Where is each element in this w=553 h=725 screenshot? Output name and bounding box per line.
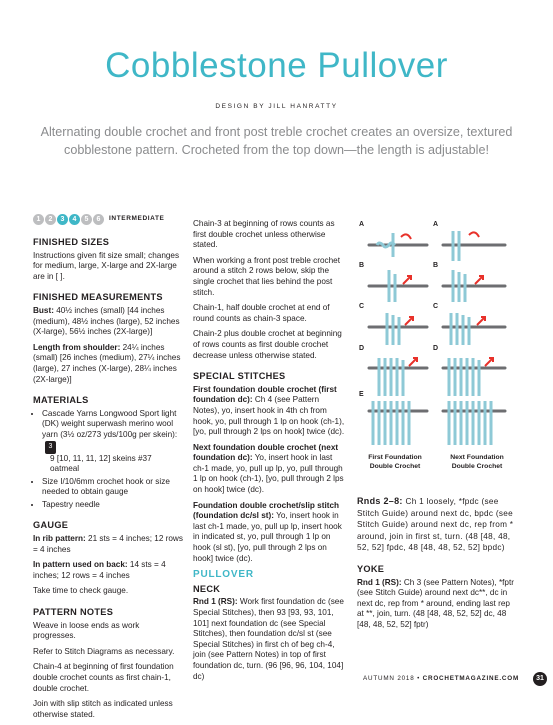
gauge-heading: GAUGE <box>33 520 69 531</box>
diagram-letter-c-left: C <box>359 303 365 310</box>
pattern-notes-heading: PATTERN NOTES <box>33 607 114 618</box>
neck-heading: NECK <box>193 583 221 594</box>
diagram-letter-b-left: B <box>359 262 365 269</box>
special-stitch-2: Next foundation double crochet (next foundation dc): Yo, insert hook in last ch-1 made, yo, pull up lp, yo, pull through 1 lp on hook (ch-1), [yo, pull through 2 lps on hook] twice (dc). <box>193 442 344 495</box>
pattern-note: Refer to Stitch Diagrams as necessary. <box>33 646 175 656</box>
rnds-2-8-block: Rnds 2–8: Ch 1 loosely, *fpdc (see Stitch Guide) around next dc, bpdc (see Stitch Guide) around next dc, rep from * around, join in first st, turn. (48 [48, 48, 52, 52] fpdc, 48 [48, 48, 52, 52] bpdc) <box>357 496 514 553</box>
skill-dot-2: 2 <box>45 214 56 225</box>
page-number: 31 <box>533 672 547 686</box>
yoke-heading: YOKE <box>357 563 385 574</box>
yarn-amount: 9 [10, 11, 11, 12] skeins #37 oatmeal <box>50 453 152 474</box>
skill-label: INTERMEDIATE <box>109 215 165 223</box>
length-text: 24¼ inches (small) [26 inches (medium), 27¼ inches (large), 27 inches (X-large), 28¼ inches (2X-large)] <box>33 342 181 384</box>
diagram-caption-left-2: Double Crochet <box>369 463 421 470</box>
bust-measurement <box>33 306 183 338</box>
diagram-letter-d-right: D <box>433 345 439 352</box>
pattern-note: Chain-3 at beginning of rows counts as first double crochet unless otherwise stated. <box>193 219 335 250</box>
bust-text: 40½ inches (small) [44 inches (medium), 48½ inches (large), 52 inches (X-large), 56½ inches (2X-large)] <box>33 305 180 337</box>
materials-heading: MATERIALS <box>33 395 89 406</box>
page-footer <box>0 673 553 687</box>
left-steps <box>369 233 427 445</box>
skill-dot-3: 3 <box>57 214 68 225</box>
page-title: Cobblestone Pullover <box>105 46 448 85</box>
diagram-letter-b-right: B <box>433 262 439 269</box>
pattern-note: Chain-1, half double crochet at end of round counts as chain-3 space. <box>193 303 330 323</box>
pattern-note: When working a front post treble crochet around a stitch 2 rows below, skip the single crochet that lies behind the post stitch. <box>193 255 340 297</box>
pullover-heading: PULLOVER <box>193 569 254 581</box>
footer-site: CROCHETMAGAZINE.COM <box>422 675 519 682</box>
materials-hook: • Size I/10/6mm crochet hook or size needed to obtain gauge <box>42 477 183 498</box>
skill-level <box>33 214 183 225</box>
diagram-letter-a-right: A <box>433 221 439 228</box>
footer-text: AUTUMN 2018 • CROCHETMAGAZINE.COM <box>363 675 519 682</box>
diagram-letter-c-right: C <box>433 303 439 310</box>
finished-measurements-heading: FINISHED MEASUREMENTS <box>33 292 163 303</box>
gauge-check: Take time to check gauge. <box>33 586 129 596</box>
special-stitches-heading: SPECIAL STITCHES <box>193 371 286 382</box>
pattern-note: Weave in loose ends as work progresses. <box>33 620 140 641</box>
diagram-letter-a-left: A <box>359 221 365 228</box>
intro-text: Alternating double crochet and front post treble crochet creates an oversize, textured cobblestone pattern. Crocheted from the top down—the length is adjustable! <box>40 125 513 157</box>
diagram-letter-d-left: D <box>359 345 365 352</box>
right-steps <box>443 231 505 445</box>
column-3 <box>357 496 517 636</box>
finished-sizes-text: Instructions given fit size small; changes for medium, large, X-large and 2X-large are in [ ]. <box>33 250 180 281</box>
stitch-diagram <box>357 217 522 479</box>
yarn-weight-icon: 3 <box>45 441 56 454</box>
skill-dot-4: 4 <box>69 214 80 225</box>
length-measurement <box>33 343 183 385</box>
length-label: Length from shoulder: <box>33 342 121 352</box>
special-stitch-1: First foundation double crochet (first foundation dc): Ch 4 (see Pattern Notes), yo, insert hook in 4th ch from hook, yo, pull through 1 lp on hook (ch-1), [yo, pull through 2 lps on hook] twice (dc). <box>193 384 345 437</box>
yoke-rnd-1: Rnd 1 (RS): Ch 3 (see Pattern Notes), *fptr (see Stitch Guide) around next dc**, dc in next dc, rep from * around, ending last rep at **, join, turn. (48 [48, 48, 52, 52] dc, 48 [48, 48, 52, 52] fptr) <box>357 577 514 629</box>
pattern-note: Join with slip stitch as indicated unless otherwise stated. <box>33 699 173 719</box>
skill-dot-6: 6 <box>93 214 104 225</box>
diagram-letter-e-left: E <box>359 391 364 398</box>
footer-season: AUTUMN 2018 <box>363 675 415 682</box>
diagram-caption-left-1: First Foundation <box>368 454 422 461</box>
skill-dot-5: 5 <box>81 214 92 225</box>
skill-dot-1: 1 <box>33 214 44 225</box>
diagram-caption-right-2: Double Crochet <box>451 463 503 470</box>
materials-yarn: • Cascade Yarns Longwood Sport light (DK) weight superwash merino wool yarn (3½ oz/273 yds/100g per skein):3 9 [10, 11, 11, 12] skeins #37 oatmeal <box>42 409 183 475</box>
materials-needle: • Tapestry needle <box>42 500 183 511</box>
materials-list <box>33 409 183 511</box>
gauge-rib: In rib pattern: 21 sts = 4 inches; 12 rows = 4 inches <box>33 534 183 554</box>
column-2 <box>193 219 345 687</box>
finished-sizes-heading: FINISHED SIZES <box>33 237 110 247</box>
diagram-caption-right-1: Next Foundation <box>450 454 504 461</box>
special-stitch-3: Foundation double crochet/slip stitch (foundation dc/sl st): Yo, insert hook in last ch-1 made, yo, pull up lp, insert hook in indicated st, yo, pull through 1 lp on hook (sl st), [yo, pull through 2 lps on hook] twice (dc). <box>193 500 342 563</box>
designer-byline: DESIGN BY JILL HANRATTY <box>215 103 338 110</box>
gauge-back: In pattern used on back: 14 sts = 4 inches; 12 rows = 4 inches <box>33 560 166 580</box>
bust-label: Bust: <box>33 305 54 315</box>
neck-rnd-1: Rnd 1 (RS): Work first foundation dc (see Special Stitches), then 93 [93, 93, 101, 101] next foundation dc (see Special Stitches), then foundation dc/sl st (see Special Stitches) in first ch of beg ch-4, join (see Pattern Notes) in top of first foundation dc, turn. (96 [96, 96, 104, 104] dc) <box>193 597 344 681</box>
pattern-note: Chain-2 plus double crochet at beginning of rows counts as first double crochet decrease unless otherwise stated. <box>193 329 342 360</box>
column-1 <box>33 214 183 725</box>
pattern-note: Chain-4 at beginning of first foundation double crochet counts as first chain-1, double crochet. <box>33 662 174 693</box>
